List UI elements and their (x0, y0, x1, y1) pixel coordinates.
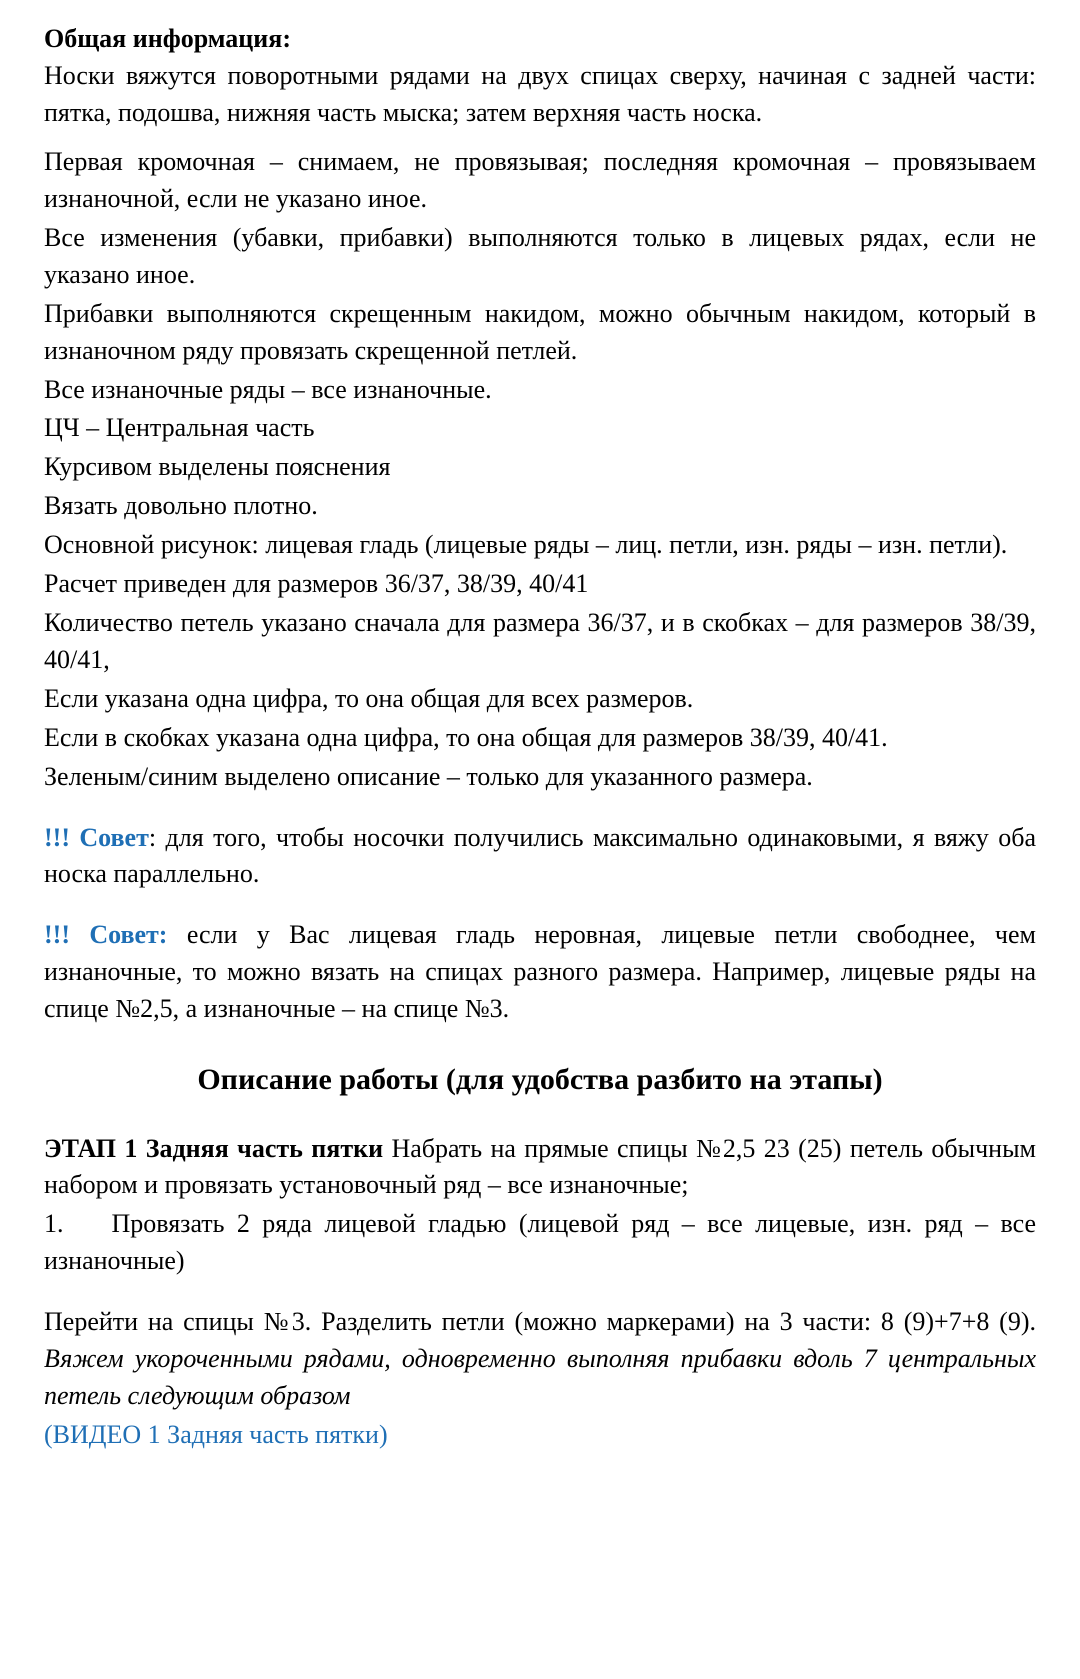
paragraph-main-pattern: Основной рисунок: лицевая гладь (лицевые ряды – лиц. петли, изн. ряды – изн. петли). (44, 530, 1008, 560)
paragraph-edge-stitch: Первая кромочная – снимаем, не провязывая; последняя кромочная – провязываем изнаночной, если не указано иное. (44, 147, 1036, 214)
paragraph-purl-rows: Все изнаночные ряды – все изнаночные. (44, 374, 492, 404)
paragraph-color-coding: Зеленым/синим выделено описание – только для указанного размера. (44, 761, 813, 791)
paragraph-italic-note: Курсивом выделены пояснения (44, 452, 391, 482)
transition-plain-text: Перейти на спицы №3. Разделить петли (можно маркерами) на 3 части: 8 (9)+7+8 (9). (44, 1307, 1036, 1337)
stage-1-step-1 (44, 1206, 1036, 1280)
stage-1-intro-text: Набрать на прямые спицы №2,5 23 (25) петель обычным набором и провязать установочный ряд – все изнаночные; (44, 1133, 1036, 1200)
spacer (44, 798, 1036, 820)
step-number: 1. (44, 1209, 64, 1239)
page-title: Общая информация: (44, 24, 291, 53)
paragraph-tension: Вязать довольно плотно. (44, 491, 318, 521)
paragraph-intro: Носки вяжутся поворотными рядами на двух спицах сверху, начиная с задней части: пятка, подошва, нижняя часть мыска; затем верхняя часть носка. (44, 61, 1036, 128)
tip-marker-2: !!! Совет: (44, 920, 168, 950)
spacer (44, 895, 1036, 917)
step-text: Провязать 2 ряда лицевой гладью (лицевой ряд – все лицевые, изн. ряд – все изнаночные) (44, 1209, 1036, 1276)
paragraph-stitch-counts: Количество петель указано сначала для размера 36/37, и в скобках – для размеров 38/39, 40/41, (44, 608, 1036, 674)
video-link-1[interactable] (44, 1417, 1036, 1454)
tip-text-2: если у Вас лицевая гладь неровная, лицевые петли свободнее, чем изнаночные, то можно вязать на спицах разного размера. Например, лицевые ряды на спице №2,5, а изнаночные – на спице №3. (44, 920, 1036, 1024)
spacer (44, 1101, 1036, 1131)
paragraph-single-number: Если указана одна цифра, то она общая для всех размеров. (44, 683, 694, 713)
spacer (44, 1030, 1036, 1060)
section-heading-work-description: Описание работы (для удобства разбито на этапы) (197, 1063, 883, 1097)
tip-colon-1: : (148, 822, 157, 852)
stage-1-transition (44, 1304, 1036, 1415)
spacer (44, 134, 1036, 144)
paragraph-increases: Прибавки выполняются скрещенным накидом, можно обычным накидом, который в изнаночном ряду провязать скрещенной петлей. (44, 298, 1036, 365)
transition-italic-text: Вяжем укороченными рядами, одновременно выполняя прибавки вдоль 7 центральных петель следующим образом (44, 1344, 1036, 1410)
paragraph-abbrev-cc: ЦЧ – Центральная часть (44, 413, 315, 443)
video-link-label[interactable]: (ВИДЕО 1 Задняя часть пятки) (44, 1419, 388, 1449)
paragraph-bracket-number: Если в скобках указана одна цифра, то она общая для размеров 38/39, 40/41. (44, 722, 888, 752)
stage-1-intro (44, 1131, 1036, 1205)
paragraph-sizes: Расчет приведен для размеров 36/37, 38/39, 40/41 (44, 569, 589, 599)
tip-1 (44, 820, 1036, 894)
spacer (44, 1282, 1036, 1304)
tip-marker-1: !!! Совет (44, 822, 149, 852)
paragraph-changes: Все изменения (убавки, прибавки) выполняются только в лицевых рядах, если не указано иное. (44, 222, 1036, 289)
tip-2 (44, 917, 1036, 1028)
stage-1-label: ЭТАП 1 Задняя часть пятки (44, 1133, 384, 1163)
tip-text-1: для того, чтобы носочки получились максимально одинаковыми, я вяжу оба носка параллельно. (44, 822, 1036, 889)
